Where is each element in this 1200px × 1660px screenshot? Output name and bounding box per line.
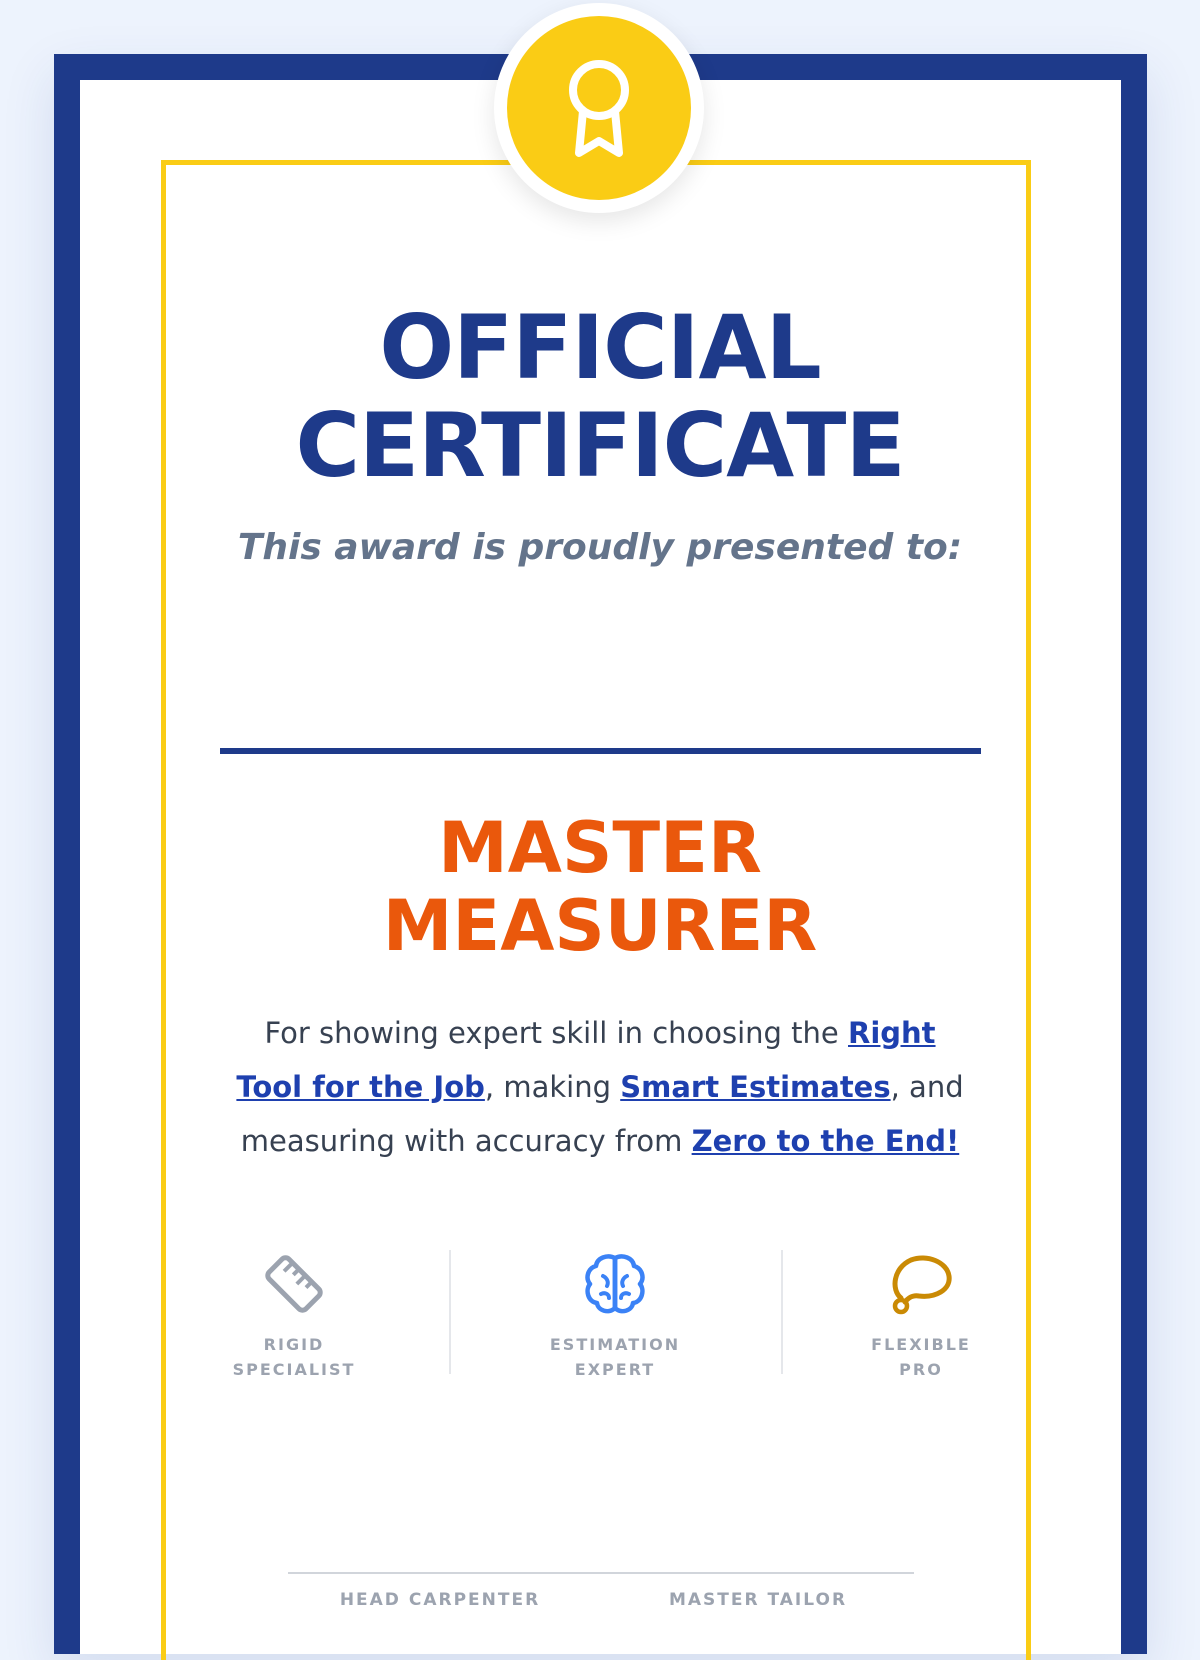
ruler-icon [260,1250,328,1318]
zero-to-end-link[interactable]: Zero to the End! [691,1124,960,1158]
signature-head-carpenter: HEAD CARPENTER [339,1590,541,1610]
award-title-line1: MASTER [438,807,762,889]
presented-to-subtitle: This award is proudly presented to: [237,527,963,568]
certificate-title-line1: OFFICIAL [379,296,821,399]
signature-line [288,1572,914,1574]
signature-master-tailor: MASTER TAILOR [668,1590,848,1610]
award-title-line2: MEASURER [382,885,818,967]
description-text-2: , making [484,1070,621,1104]
badge-divider [781,1250,783,1374]
badge-flexible-label-2: PRO [899,1360,943,1379]
brain-icon [581,1250,649,1318]
certificate-title-line2: CERTIFICATE [295,394,905,497]
description-text-3: , and measuring with accuracy from [240,1070,964,1158]
medal-badge [494,3,704,213]
award-description [230,1006,970,1168]
badge-divider [449,1250,451,1374]
smart-estimates-link[interactable]: Smart Estimates [620,1070,891,1104]
badge-flexible-label-1: FLEXIBLE [871,1335,971,1354]
medal-circle [507,16,691,200]
right-tool-link[interactable]: Right Tool for the Job [236,1016,936,1104]
badge-rigid-label-2: SPECIALIST [232,1360,356,1379]
badge-estimation-expert [515,1250,715,1382]
badge-estimation-label-2: EXPERT [574,1360,656,1379]
tape-loop-icon [887,1250,955,1318]
award-ribbon-icon [559,53,639,163]
badge-flexible-pro [821,1250,1021,1382]
badge-rigid-label-1: RIGID [263,1335,325,1354]
badge-rigid-specialist [194,1250,394,1382]
recipient-name-line [220,748,981,754]
description-text-1: For showing expert skill in choosing the [264,1016,848,1050]
badge-estimation-label-1: ESTIMATION [549,1335,681,1354]
